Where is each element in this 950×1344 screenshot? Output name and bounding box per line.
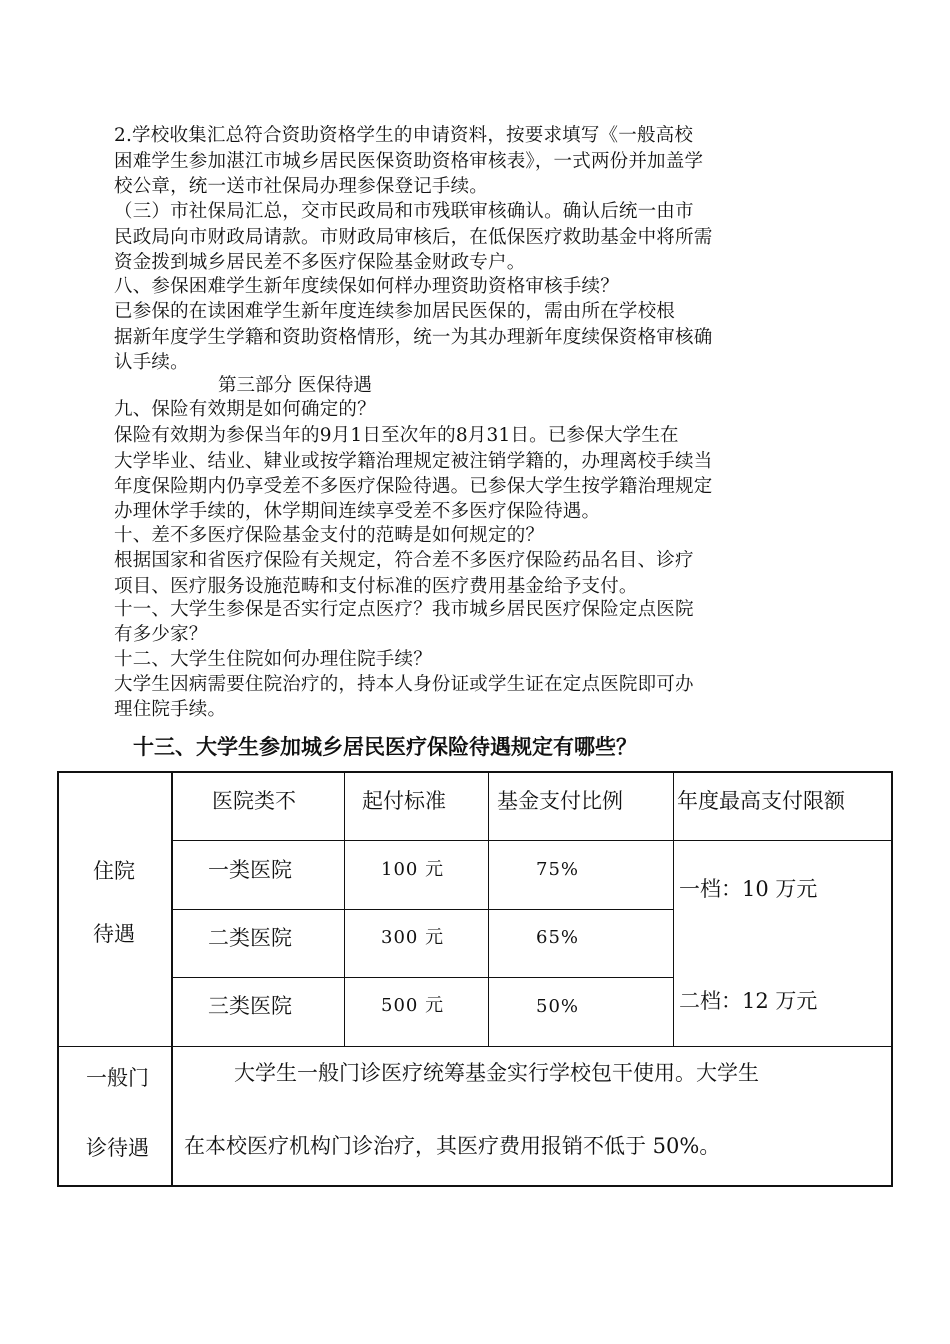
outpatient-label: 一般门 — [86, 1066, 149, 1090]
table-cell-threshold: 100 元 — [381, 859, 445, 880]
body-line: 项目、医疗服务设施范畴和支付标准的医疗费用基金给予支付。 — [114, 576, 638, 597]
body-line: 大学毕业、结业、肄业或按学籍治理规定被注销学籍的，办理离校手续当 — [114, 451, 713, 472]
body-line: 已参保的在读困难学生新年度连续参加居民医保的，需由所在学校根 — [114, 301, 676, 322]
table-rule — [172, 909, 674, 910]
table-rule — [171, 771, 173, 1187]
table-rule — [172, 840, 893, 841]
body-line: 办理休学手续的，休学期间连续享受差不多医疗保险待遇。 — [114, 501, 601, 522]
header-fund-ratio: 基金支付比例 — [497, 789, 623, 813]
table-border-top — [57, 771, 893, 773]
part-heading: 第三部分 医保待遇 — [218, 375, 372, 396]
table-rule — [673, 771, 674, 1047]
body-line: 校公章，统一送市社保局办理参保登记手续。 — [114, 176, 489, 197]
body-line: （三）市社保局汇总，交市民政局和市残联审核确认。确认后统一由市 — [114, 201, 694, 222]
question-heading: 十一、大学生参保是否实行定点医疗？我市城乡居民医疗保险定点医院 — [114, 599, 694, 620]
body-line: 民政局向市财政局请款。市财政局审核后，在低保医疗救助基金中将所需 — [114, 227, 713, 248]
table-rule — [344, 771, 345, 1047]
question-heading: 十、差不多医疗保险基金支付的范畴是如何规定的？ — [114, 525, 545, 546]
table-cell-category: 三类医院 — [208, 994, 292, 1018]
question-heading: 九、保险有效期是如何确定的？ — [114, 399, 376, 420]
outpatient-description: 在本校医疗机构门诊治疗，其医疗费用报销不低于 50%。 — [184, 1134, 721, 1158]
body-line: 年度保险期内仍享受差不多医疗保险待遇。已参保大学生按学籍治理规定 — [114, 476, 713, 497]
annual-limit-tier-1: 一档：10 万元 — [679, 877, 818, 901]
body-line: 认手续。 — [114, 352, 189, 373]
inpatient-label: 待遇 — [93, 922, 135, 946]
annual-limit-tier-2: 二档：12 万元 — [679, 989, 818, 1013]
table-rule — [172, 977, 674, 978]
table-rule — [488, 771, 489, 1047]
table-cell-category: 二类医院 — [208, 926, 292, 950]
table-border-bottom — [57, 1185, 893, 1187]
question-heading: 八、参保困难学生新年度续保如何样办理资助资格审核手续？ — [114, 276, 619, 297]
inpatient-label: 住院 — [93, 859, 135, 883]
table-cell-threshold: 300 元 — [381, 927, 445, 948]
body-line: 保险有效期为参保当年的9月1日至次年的8月31日。已参保大学生在 — [114, 425, 679, 446]
table-cell-ratio: 50% — [536, 996, 580, 1017]
body-line: 根据国家和省医疗保险有关规定，符合差不多医疗保险药品名目、诊疗 — [114, 550, 694, 571]
header-hospital-category: 医院类不 — [212, 789, 296, 813]
body-line: 困难学生参加湛江市城乡居民医保资助资格审核表》，一式两份并加盖学 — [114, 151, 704, 172]
body-line: 有多少家？ — [114, 624, 208, 645]
table-cell-threshold: 500 元 — [381, 995, 445, 1016]
table-cell-category: 一类医院 — [208, 858, 292, 882]
outpatient-description: 大学生一般门诊医疗统筹基金实行学校包干使用。大学生 — [234, 1061, 759, 1085]
header-annual-limit: 年度最高支付限额 — [677, 789, 845, 813]
table-border-left — [57, 771, 59, 1187]
question-heading: 十二、大学生住院如何办理住院手续？ — [114, 649, 432, 670]
table-border-right — [891, 771, 893, 1187]
body-line: 据新年度学生学籍和资助资格情形，统一为其办理新年度续保资格审核确 — [114, 327, 713, 348]
outpatient-label: 诊待遇 — [86, 1136, 149, 1160]
table-cell-ratio: 75% — [536, 859, 580, 880]
body-line: 2.学校收集汇总符合资助资格学生的申请资料，按要求填写《一般高校 — [114, 125, 694, 146]
table-rule — [57, 1046, 893, 1047]
header-threshold: 起付标准 — [362, 789, 446, 813]
section-title: 十三、大学生参加城乡居民医疗保险待遇规定有哪些？ — [133, 735, 637, 759]
table-cell-ratio: 65% — [536, 927, 580, 948]
body-line: 大学生因病需要住院治疗的，持本人身份证或学生证在定点医院即可办 — [114, 674, 694, 695]
body-line: 理住院手续。 — [114, 699, 227, 720]
body-line: 资金拨到城乡居民差不多医疗保险基金财政专户。 — [114, 252, 526, 273]
